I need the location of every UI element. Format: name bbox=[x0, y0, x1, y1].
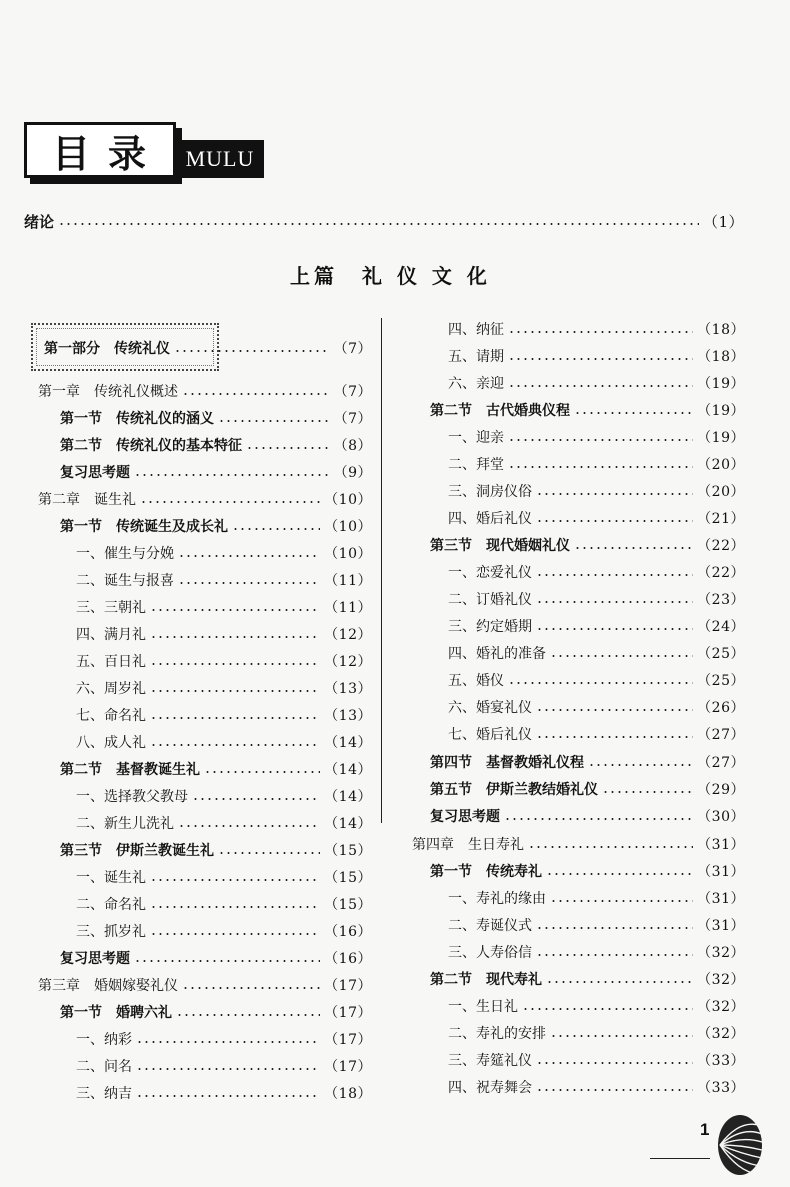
toc-entry-label: 第五节 伊斯兰教结婚礼仪 bbox=[430, 782, 598, 798]
toc-entry[interactable] bbox=[448, 669, 745, 691]
toc-entry-page: （17） bbox=[324, 1059, 372, 1075]
toc-entry[interactable] bbox=[448, 507, 745, 529]
toc-entry-page: （22） bbox=[697, 565, 745, 581]
toc-entry-label: 第一节 婚聘六礼 bbox=[60, 1005, 172, 1021]
toc-entry[interactable] bbox=[430, 778, 745, 800]
leader-dots bbox=[536, 601, 693, 603]
leader-dots bbox=[588, 764, 693, 766]
toc-entry-label: 复习思考题 bbox=[430, 809, 500, 825]
toc-entry-label: 二、寿诞仪式 bbox=[448, 918, 532, 934]
toc-entry-label: 一、选择教父教母 bbox=[76, 789, 188, 805]
leader-dots bbox=[508, 385, 693, 387]
toc-entry-page: （33） bbox=[697, 1053, 745, 1069]
toc-entry-label: 八、成人礼 bbox=[76, 735, 146, 751]
toc-entry[interactable] bbox=[38, 488, 372, 510]
toc-entry[interactable] bbox=[60, 461, 372, 483]
leader-dots bbox=[134, 960, 320, 962]
toc-entry[interactable] bbox=[60, 839, 372, 861]
toc-entry-page: （14） bbox=[324, 735, 372, 751]
leader-dots bbox=[150, 690, 320, 692]
toc-logo bbox=[24, 122, 255, 180]
toc-entry-label: 四、祝寿舞会 bbox=[448, 1080, 532, 1096]
toc-entry-label: 第四节 基督教婚礼仪程 bbox=[430, 755, 584, 771]
leader-dots bbox=[508, 439, 693, 441]
toc-entry-label: 一、诞生礼 bbox=[76, 870, 146, 886]
toc-entry[interactable] bbox=[76, 569, 372, 591]
toc-entry-page: （25） bbox=[697, 646, 745, 662]
toc-entry-page: （13） bbox=[324, 681, 372, 697]
toc-entry-intro[interactable] bbox=[24, 210, 744, 232]
leader-dots bbox=[550, 1035, 693, 1037]
leader-dots bbox=[182, 393, 330, 395]
leader-dots bbox=[150, 717, 320, 719]
toc-entry-label: 一、寿礼的缘由 bbox=[448, 891, 546, 907]
part-heading: 上篇 礼 仪 文 化 bbox=[290, 264, 491, 288]
leader-dots bbox=[204, 771, 320, 773]
toc-entry-page: （19） bbox=[697, 430, 745, 446]
toc-entry-page: （18） bbox=[697, 322, 745, 338]
toc-entry[interactable] bbox=[448, 426, 745, 448]
leader-dots bbox=[536, 927, 693, 929]
toc-entry-page: （24） bbox=[697, 619, 745, 635]
toc-entry-page: （27） bbox=[697, 727, 745, 743]
toc-entry-page: （11） bbox=[324, 600, 372, 616]
toc-entry[interactable] bbox=[76, 704, 372, 726]
leader-dots bbox=[178, 825, 320, 827]
toc-entry[interactable] bbox=[448, 1022, 745, 1044]
toc-entry-page: （22） bbox=[697, 538, 745, 554]
toc-entry[interactable] bbox=[448, 723, 745, 745]
toc-entry[interactable] bbox=[448, 1076, 745, 1098]
toc-entry-label: 第二节 现代寿礼 bbox=[430, 972, 542, 988]
toc-entry[interactable] bbox=[448, 696, 745, 718]
leader-dots bbox=[182, 987, 320, 989]
toc-entry-page: （31） bbox=[697, 918, 745, 934]
toc-entry-page: （21） bbox=[697, 511, 745, 527]
toc-entry-label: 第二节 基督教诞生礼 bbox=[60, 762, 200, 778]
leader-dots bbox=[150, 879, 320, 881]
toc-entry-label: 第一节 传统诞生及成长礼 bbox=[60, 519, 228, 535]
toc-entry-label: 复习思考题 bbox=[60, 465, 130, 481]
leader-dots bbox=[140, 501, 320, 503]
toc-entry[interactable] bbox=[448, 642, 745, 664]
toc-entry-page: （16） bbox=[324, 924, 372, 940]
leader-dots bbox=[536, 628, 693, 630]
toc-entry[interactable] bbox=[76, 1055, 372, 1077]
leader-dots bbox=[550, 900, 693, 902]
toc-entry[interactable] bbox=[448, 1049, 745, 1071]
toc-entry[interactable] bbox=[38, 380, 372, 402]
toc-entry-page: （23） bbox=[697, 592, 745, 608]
toc-entry[interactable] bbox=[76, 542, 372, 564]
toc-entry-page: （11） bbox=[324, 573, 372, 589]
toc-entry[interactable] bbox=[430, 805, 745, 827]
toc-entry[interactable] bbox=[448, 561, 745, 583]
leader-dots bbox=[536, 709, 693, 711]
toc-entry[interactable] bbox=[430, 399, 745, 421]
toc-entry[interactable] bbox=[76, 596, 372, 618]
toc-entry[interactable] bbox=[76, 893, 372, 915]
toc-entry-label: 七、命名礼 bbox=[76, 708, 146, 724]
toc-entry-label: 四、纳征 bbox=[448, 322, 504, 338]
leader-dots bbox=[536, 1089, 693, 1091]
toc-entry-label: 七、婚后礼仪 bbox=[448, 727, 532, 743]
toc-title: 目录 bbox=[24, 122, 176, 178]
toc-entry-page: （7） bbox=[333, 384, 372, 400]
toc-entry-page: （17） bbox=[324, 1005, 372, 1021]
toc-entry-page: （17） bbox=[324, 1032, 372, 1048]
toc-entry-label: 二、新生儿洗礼 bbox=[76, 816, 174, 832]
toc-entry-page: （19） bbox=[697, 376, 745, 392]
toc-entry[interactable] bbox=[60, 407, 372, 429]
leader-dots bbox=[528, 846, 693, 848]
toc-entry-label: 三、洞房仪俗 bbox=[448, 484, 532, 500]
toc-entry-label: 第三节 现代婚姻礼仪 bbox=[430, 538, 570, 554]
toc-entry[interactable] bbox=[448, 318, 745, 340]
leader-dots bbox=[218, 420, 330, 422]
toc-entry[interactable] bbox=[38, 974, 372, 996]
toc-entry-page: （7） bbox=[333, 411, 372, 427]
toc-entry[interactable] bbox=[76, 785, 372, 807]
toc-entry[interactable] bbox=[448, 941, 745, 963]
toc-entry-page: （13） bbox=[324, 708, 372, 724]
toc-entry-label: 三、约定婚期 bbox=[448, 619, 532, 635]
toc-entry-page: （32） bbox=[697, 972, 745, 988]
toc-entry-page: （7） bbox=[333, 341, 372, 357]
toc-entry-label: 六、周岁礼 bbox=[76, 681, 146, 697]
leader-dots bbox=[246, 447, 330, 449]
toc-entry[interactable] bbox=[430, 534, 745, 556]
leader-dots bbox=[574, 412, 693, 414]
toc-entry[interactable] bbox=[60, 434, 372, 456]
toc-entry-page: （32） bbox=[697, 1026, 745, 1042]
leader-dots bbox=[574, 547, 693, 549]
toc-entry-page: （25） bbox=[697, 673, 745, 689]
toc-entry-page: （33） bbox=[697, 1080, 745, 1096]
toc-entry-page: （9） bbox=[333, 465, 372, 481]
toc-entry-page: （14） bbox=[324, 762, 372, 778]
toc-entry-page: （17） bbox=[324, 978, 372, 994]
toc-entry-page: （31） bbox=[697, 891, 745, 907]
toc-entry-page: （15） bbox=[324, 897, 372, 913]
toc-entry[interactable] bbox=[448, 995, 745, 1017]
toc-entry-label: 第二章 诞生礼 bbox=[38, 492, 136, 508]
toc-entry-page: （16） bbox=[324, 951, 372, 967]
leader-dots bbox=[546, 981, 693, 983]
leader-dots bbox=[192, 798, 320, 800]
toc-subtitle: MULU bbox=[176, 140, 264, 178]
toc-entry-page: （12） bbox=[324, 627, 372, 643]
leader-dots bbox=[536, 736, 693, 738]
leader-dots bbox=[232, 528, 320, 530]
leader-dots bbox=[536, 493, 693, 495]
toc-entry-page: （18） bbox=[697, 349, 745, 365]
toc-entry-page: （14） bbox=[324, 789, 372, 805]
leader-dots bbox=[178, 555, 320, 557]
toc-entry[interactable] bbox=[60, 515, 372, 537]
toc-entry-label: 五、百日礼 bbox=[76, 654, 146, 670]
toc-entry-label: 三、寿筵礼仪 bbox=[448, 1053, 532, 1069]
toc-entry-label: 二、诞生与报喜 bbox=[76, 573, 174, 589]
toc-entry-label: 第一节 传统寿礼 bbox=[430, 864, 542, 880]
leader-dots bbox=[174, 350, 330, 352]
toc-entry-label: 一、生日礼 bbox=[448, 999, 518, 1015]
leader-dots bbox=[150, 636, 320, 638]
toc-entry-label: 一、纳彩 bbox=[76, 1032, 132, 1048]
leader-dots bbox=[218, 852, 320, 854]
toc-entry[interactable] bbox=[76, 866, 372, 888]
leader-dots bbox=[150, 744, 320, 746]
leader-dots bbox=[508, 331, 693, 333]
leader-dots bbox=[536, 954, 693, 956]
leader-dots bbox=[176, 1014, 320, 1016]
footer-rule bbox=[650, 1158, 710, 1159]
toc-entry-page: （14） bbox=[324, 816, 372, 832]
toc-entry[interactable] bbox=[448, 615, 745, 637]
toc-entry-page: （31） bbox=[697, 837, 745, 853]
toc-entry-page: （15） bbox=[324, 843, 372, 859]
leader-dots bbox=[508, 466, 693, 468]
toc-entry-page: （15） bbox=[324, 870, 372, 886]
toc-entry-page: （27） bbox=[697, 755, 745, 771]
toc-entry-label: 三、纳吉 bbox=[76, 1086, 132, 1102]
toc-entry-page: （10） bbox=[324, 492, 372, 508]
toc-entry-label: 绪论 bbox=[24, 212, 55, 231]
toc-entry-page: （29） bbox=[697, 782, 745, 798]
toc-entry-label: 二、订婚礼仪 bbox=[448, 592, 532, 608]
toc-entry-label: 三、抓岁礼 bbox=[76, 924, 146, 940]
toc-entry-page: （18） bbox=[324, 1086, 372, 1102]
leader-dots bbox=[504, 818, 693, 820]
toc-entry[interactable] bbox=[430, 968, 745, 990]
leader-dots bbox=[508, 358, 693, 360]
toc-entry-label: 第一章 传统礼仪概述 bbox=[38, 384, 178, 400]
toc-entry-label: 一、迎亲 bbox=[448, 430, 504, 446]
leader-dots bbox=[150, 663, 320, 665]
toc-entry-label: 四、婚后礼仪 bbox=[448, 511, 532, 527]
toc-entry-label: 二、命名礼 bbox=[76, 897, 146, 913]
toc-entry[interactable] bbox=[76, 623, 372, 645]
toc-entry[interactable] bbox=[76, 1082, 372, 1104]
toc-entry[interactable] bbox=[448, 914, 745, 936]
toc-entry-page: （30） bbox=[697, 809, 745, 825]
leader-dots bbox=[536, 1062, 693, 1064]
leader-dots bbox=[134, 474, 330, 476]
toc-entry[interactable] bbox=[448, 588, 745, 610]
toc-entry-page: （20） bbox=[697, 484, 745, 500]
shell-ornament-icon bbox=[712, 1112, 764, 1178]
toc-entry-page: （10） bbox=[324, 519, 372, 535]
toc-entry[interactable] bbox=[76, 920, 372, 942]
toc-entry-label: 一、催生与分娩 bbox=[76, 546, 174, 562]
toc-entry-label: 五、请期 bbox=[448, 349, 504, 365]
leader-dots bbox=[546, 873, 693, 875]
toc-entry-page: （8） bbox=[333, 438, 372, 454]
leader-dots bbox=[602, 791, 693, 793]
toc-entry[interactable] bbox=[60, 947, 372, 969]
toc-entry-label: 第二节 古代婚典仪程 bbox=[430, 403, 570, 419]
toc-entry-label: 四、婚礼的准备 bbox=[448, 646, 546, 662]
toc-entry-label: 第一部分 传统礼仪 bbox=[44, 341, 170, 357]
leader-dots bbox=[150, 906, 320, 908]
toc-entry-page: （26） bbox=[697, 700, 745, 716]
toc-entry[interactable] bbox=[448, 480, 745, 502]
toc-entry-label: 四、满月礼 bbox=[76, 627, 146, 643]
toc-entry[interactable] bbox=[448, 453, 745, 475]
leader-dots bbox=[550, 655, 693, 657]
toc-entry-label: 第四章 生日寿礼 bbox=[412, 837, 524, 853]
toc-entry-page: （31） bbox=[697, 864, 745, 880]
leader-dots bbox=[136, 1095, 320, 1097]
leader-dots bbox=[150, 609, 320, 611]
leader-dots bbox=[58, 223, 699, 225]
toc-entry[interactable] bbox=[412, 833, 745, 855]
toc-entry[interactable] bbox=[448, 345, 745, 367]
column-divider bbox=[381, 318, 382, 823]
toc-entry[interactable] bbox=[76, 650, 372, 672]
leader-dots bbox=[136, 1068, 320, 1070]
toc-entry-label: 第三章 婚姻嫁娶礼仪 bbox=[38, 978, 178, 994]
leader-dots bbox=[150, 933, 320, 935]
toc-entry-page: （19） bbox=[697, 403, 745, 419]
leader-dots bbox=[508, 682, 693, 684]
toc-entry-label: 一、恋爱礼仪 bbox=[448, 565, 532, 581]
toc-entry-page: （32） bbox=[697, 999, 745, 1015]
toc-entry-label: 六、亲迎 bbox=[448, 376, 504, 392]
toc-entry-label: 第一节 传统礼仪的涵义 bbox=[60, 411, 214, 427]
toc-entry[interactable] bbox=[76, 812, 372, 834]
toc-entry[interactable] bbox=[448, 887, 745, 909]
toc-entry[interactable] bbox=[76, 1028, 372, 1050]
toc-entry[interactable] bbox=[60, 1001, 372, 1023]
toc-entry[interactable] bbox=[60, 758, 372, 780]
toc-entry[interactable] bbox=[430, 860, 745, 882]
toc-entry-label: 三、三朝礼 bbox=[76, 600, 146, 616]
leader-dots bbox=[536, 574, 693, 576]
toc-entry-label: 第三节 伊斯兰教诞生礼 bbox=[60, 843, 214, 859]
toc-entry-label: 二、寿礼的安排 bbox=[448, 1026, 546, 1042]
leader-dots bbox=[522, 1008, 693, 1010]
toc-entry-label: 三、人寿俗信 bbox=[448, 945, 532, 961]
toc-entry-page: （20） bbox=[697, 457, 745, 473]
toc-entry[interactable] bbox=[76, 677, 372, 699]
toc-entry-label: 二、拜堂 bbox=[448, 457, 504, 473]
toc-entry-label: 五、婚仪 bbox=[448, 673, 504, 689]
toc-entry[interactable] bbox=[430, 751, 745, 773]
toc-entry-page: （12） bbox=[324, 654, 372, 670]
toc-entry-page: （1） bbox=[702, 212, 744, 231]
toc-entry-label: 二、问名 bbox=[76, 1059, 132, 1075]
toc-entry-label: 第二节 传统礼仪的基本特征 bbox=[60, 438, 242, 454]
leader-dots bbox=[536, 520, 693, 522]
page-number: 1 bbox=[700, 1120, 710, 1139]
leader-dots bbox=[178, 582, 320, 584]
toc-entry-label: 复习思考题 bbox=[60, 951, 130, 967]
leader-dots bbox=[136, 1041, 320, 1043]
toc-entry[interactable] bbox=[448, 372, 745, 394]
toc-entry-page: （32） bbox=[697, 945, 745, 961]
toc-entry-label: 六、婚宴礼仪 bbox=[448, 700, 532, 716]
toc-entry-page: （10） bbox=[324, 546, 372, 562]
toc-entry[interactable] bbox=[44, 337, 372, 359]
toc-entry[interactable] bbox=[76, 731, 372, 753]
